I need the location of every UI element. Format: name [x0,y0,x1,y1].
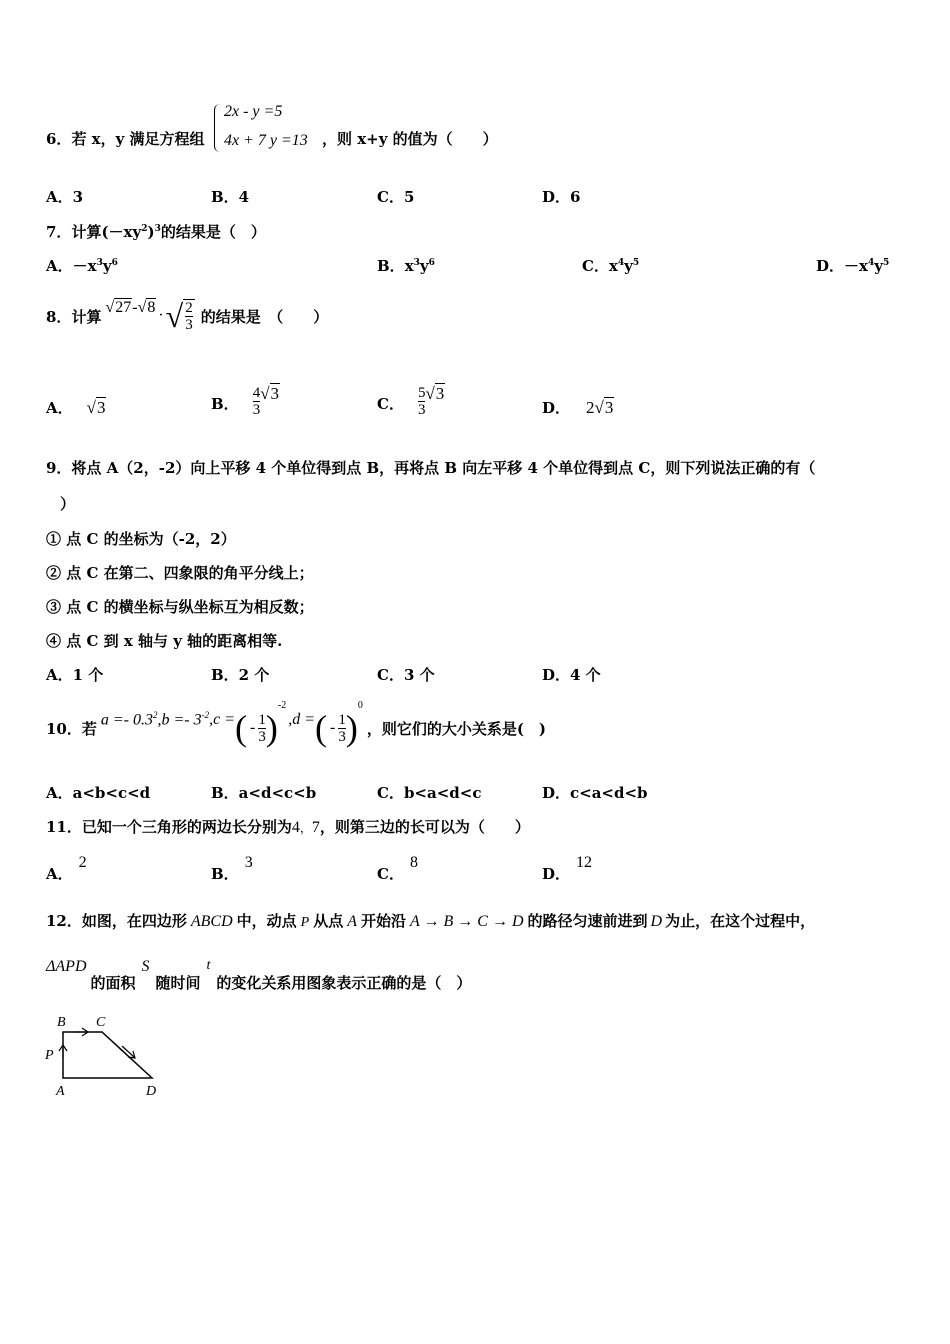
q6-option-c[interactable]: C．5 [377,188,415,206]
q12-label-d: D [146,1084,157,1099]
q7-option-c[interactable]: C．$x^4y^5$ [582,257,640,275]
q12-figure [40,1010,170,1100]
q11-option-a[interactable]: A．2 [46,854,87,883]
q9-option-d[interactable]: D．4 个 [542,666,601,684]
q8-sqrt-frac: √ $\frac{2}{3}$ [165,298,193,334]
q6-suffix: ，则 x+y 的值为（ ） [322,130,498,148]
q8-sqrt-27: √27 [105,299,132,316]
q8-sqrt-8: √8 [137,299,156,316]
q8-stem [46,293,328,339]
q10-d-frac: $\frac{1}{3}$ [338,711,346,745]
q10-d-label: ,d = [288,711,315,728]
q12-stem-line2: ΔAPD 的面积 S 随时间 t 的变化关系用图象表示正确的是（ ） [46,958,472,992]
q8-minus: - [132,299,138,316]
q6-eq2: 4x + 7 y =13 [224,132,308,149]
q9-stem-line1: 9．将点 A（2，-2）向上平移 4 个单位得到点 B，再将点 B 向左平移 4 个单位得到点 C，则下列说法正确的有（ [46,459,816,477]
q12-quadrilateral [63,1032,152,1078]
q8-option-a[interactable]: A． √3 [46,398,106,417]
q12-label-a: A [56,1084,65,1099]
q10-c-label: ,c = [209,711,236,728]
q9-option-a[interactable]: A．1 个 [46,666,104,684]
q8-number: 8． [46,307,72,326]
q11-n2: 7 [311,819,320,836]
q10-b: $,b =- 3^{-2}$ [157,710,210,729]
q11-option-b[interactable]: B．3 [211,854,253,883]
q12-label-b: B [57,1015,66,1030]
q7-suffix: 的结果是（ ） [160,223,266,241]
q6-option-b[interactable]: B．4 [211,188,250,206]
q10-option-a[interactable]: A．a<b<c<d [46,784,151,802]
q10-option-b[interactable]: B．a<d<c<b [211,784,317,802]
q12-label-p: P [45,1048,54,1063]
q10-a: $a =- 0.3^2$ [100,710,158,729]
q11-stem: 11．已知一个三角形的两边长分别为4，7，则第三边的长可以为（ ） [46,818,530,836]
q10-d-exp: 0 [357,700,363,711]
q9-stem-line2: ） [60,495,76,513]
q6-eq1: 2x - y =5 [224,103,283,120]
q10-c-exp: -2 [277,700,287,711]
q10-option-d[interactable]: D．c<a<d<b [542,784,648,802]
q6-option-d[interactable]: D．6 [542,188,581,206]
q9-item-3: ③ 点 C 的横坐标与纵坐标互为相反数； [46,598,314,616]
q9-option-c[interactable]: C．3 个 [377,666,435,684]
q12-label-c: C [96,1015,106,1030]
q11-prefix: 11．已知一个三角形的两边长分别为 [46,818,292,836]
q8-option-d[interactable]: D． 2√3 [542,398,614,417]
q7-stem [46,221,266,242]
q7-sup1: 2 [141,224,148,234]
q11-n1: 4 [291,819,300,836]
q6-number: 6． [46,130,72,148]
q9-item-1: ① 点 C 的坐标为（-2，2） [46,530,236,548]
q7-option-a[interactable]: A．$-x^3y^6$ [46,257,118,275]
q12-stem-line1: 12．如图，在四边形 ABCD 中，动点 P 从点 A 开始沿 A → B → C → D 的路径匀速前进到 D 为止，在这个过程中， [46,912,816,930]
q8-option-c[interactable]: C． $\frac{5}{3}$ √3 [377,384,445,418]
q7-sup2: 3 [154,224,161,234]
q8-prefix: 计算 [71,307,102,326]
q11-suffix: ，则第三边的长可以为（ ） [319,818,530,836]
q6-system-brace [214,104,223,152]
q11-option-c[interactable]: C．8 [377,854,418,883]
q6-prefix: 若 x，y 满足方程组 [71,130,205,148]
q7-prefix: 计算(－xy [71,223,142,241]
q9-option-b[interactable]: B．2 个 [211,666,270,684]
q6-option-a[interactable]: A．3 [46,188,84,206]
q7-number: 7． [46,223,72,241]
q11-option-d[interactable]: D．12 [542,854,593,883]
q8-dot: · [158,307,164,324]
q9-item-2: ② 点 C 在第二、四象限的角平分线上； [46,564,314,582]
q7-option-b[interactable]: B．$x^3y^6$ [377,257,435,275]
q7-option-d[interactable]: D．$-x^4y^5$ [816,257,890,275]
q10-suffix: ，则它们的大小关系是( ) [366,719,547,738]
q7-mid: ) [147,223,155,241]
q8-suffix: 的结果是 （ ） [200,307,329,326]
q10-stem: 10．若 $a =- 0.3^2$ $,b =- 3^{-2}$ ,c = ( - $\frac{1}{3}$ ) $^{-2}$ ,d = ( - $\frac{1}{3}$ ) $^0$ ，则它们的大小关系是( ) [46,700,547,748]
q10-option-c[interactable]: C．b<a<d<c [377,784,482,802]
q10-c-frac: $\frac{1}{3}$ [258,711,266,745]
q9-item-4: ④ 点 C 到 x 轴与 y 轴的距离相等. [46,632,283,650]
q8-option-b[interactable]: B． $\frac{4}{3}$ √3 [211,384,280,418]
q10-number: 10．若 [46,719,97,738]
q6-stem [46,128,205,149]
